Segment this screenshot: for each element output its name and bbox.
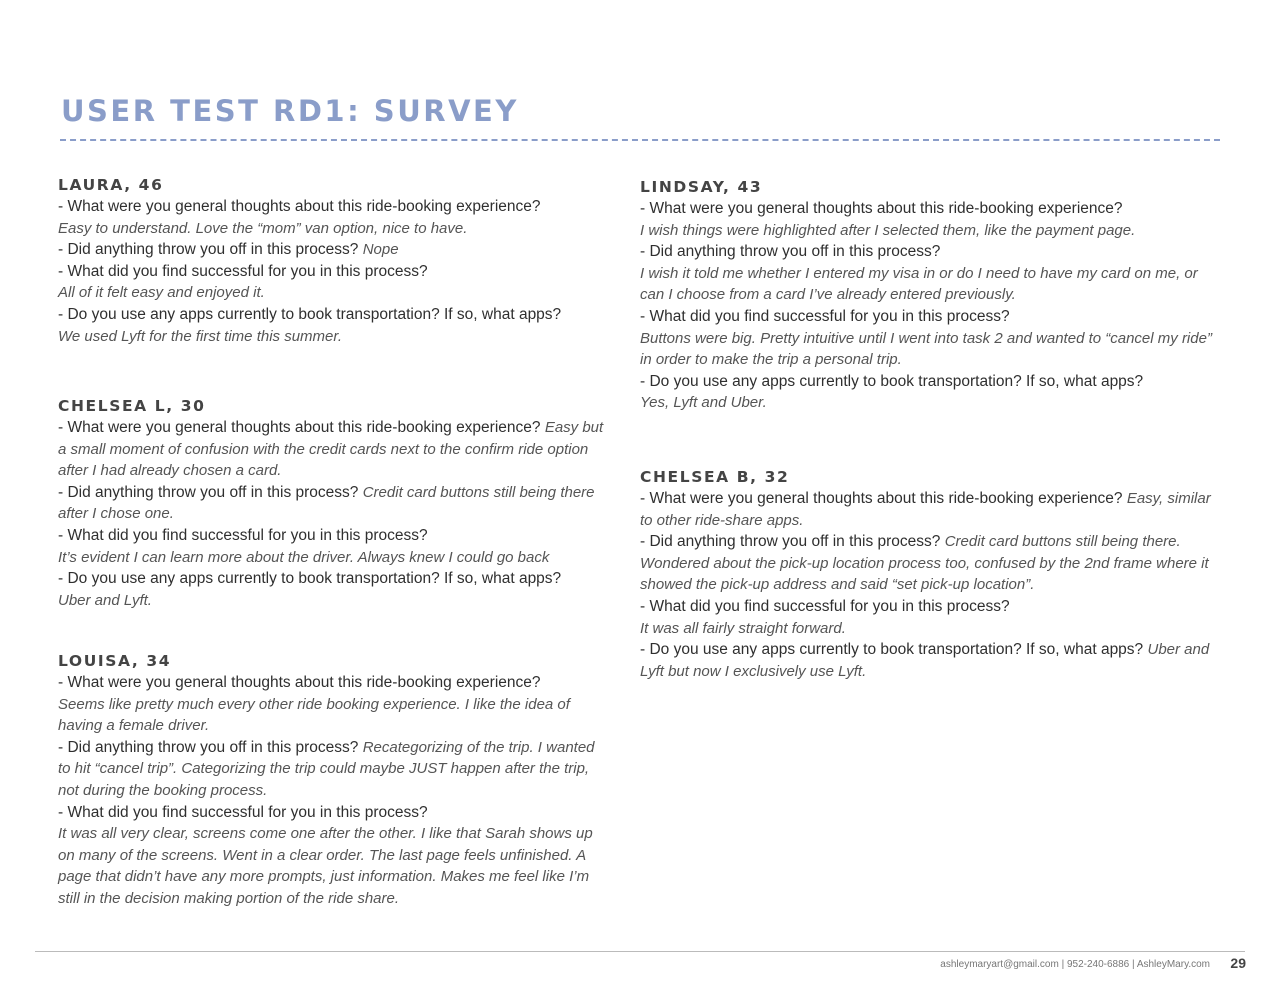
question: - Did anything throw you off in this process?	[58, 483, 359, 501]
question: - What were you general thoughts about this ride-booking experience?	[640, 200, 1123, 217]
question: - What did you find successful for you in this process?	[640, 307, 1010, 325]
page-title: USER TEST RD1: SURVEY	[61, 94, 519, 128]
respondent-name: CHELSEA L, 30	[58, 397, 206, 415]
answer: We used Lyft for the first time this summer.	[58, 327, 342, 345]
answer: Nope	[362, 241, 399, 259]
question: - Did anything throw you off in this process?	[58, 738, 359, 756]
question: - What were you general thoughts about this ride-booking experience?	[58, 198, 541, 215]
question: - What did you find successful for you in this process?	[58, 526, 428, 544]
response-lindsay	[640, 176, 1225, 414]
answer: All of it felt easy and enjoyed it.	[58, 284, 265, 302]
question: - Did anything throw you off in this process?	[640, 533, 941, 551]
answer: It was all fairly straight forward.	[640, 619, 846, 637]
respondent-name: LOUISA, 34	[58, 652, 172, 670]
answer: It’s evident I can learn more about the driver. Always knew I could go back	[58, 548, 550, 566]
question: - What did you find successful for you in this process?	[58, 803, 428, 821]
question: - What did you find successful for you in this process?	[58, 262, 428, 280]
answer: Easy, similar to other ride-share apps.	[640, 490, 1211, 529]
question: - Did anything throw you off in this process?	[640, 243, 941, 261]
answer: Recategorizing of the trip. I wanted to hit “cancel trip”. Categorizing the trip could maybe JUST happen after the trip, not during the booking process.	[58, 738, 595, 799]
response-laura	[58, 174, 606, 347]
page-number: 29	[1230, 955, 1246, 971]
footer-divider	[35, 951, 1245, 952]
respondent-name: LAURA, 46	[58, 176, 164, 194]
response-chelsea-b	[640, 466, 1225, 682]
question: - What were you general thoughts about this ride-booking experience?	[58, 674, 541, 691]
question: - Do you use any apps currently to book transportation? If so, what apps?	[58, 305, 562, 323]
response-chelsea-l	[58, 395, 606, 611]
respondent-name: CHELSEA B, 32	[640, 468, 790, 486]
answer: Credit card buttons still being there after I chose one.	[58, 483, 595, 523]
answer: Buttons were big. Pretty intuitive until I went into task 2 and wanted to “cancel my ride” in order to make the trip a personal trip.	[640, 329, 1212, 369]
answer: I wish it told me whether I entered my visa in or do I need to have my card on me, or can I choose from a card I’ve already entered previously.	[640, 264, 1198, 304]
question: - What did you find successful for you in this process?	[640, 597, 1010, 615]
question: - What were you general thoughts about this ride-booking experience?	[640, 490, 1123, 507]
respondent-name: LINDSAY, 43	[640, 178, 763, 196]
question: - Do you use any apps currently to book transportation? If so, what apps?	[640, 372, 1144, 390]
answer: Yes, Lyft and Uber.	[640, 394, 767, 412]
question: - Did anything throw you off in this process?	[58, 241, 359, 259]
question: - Do you use any apps currently to book transportation? If so, what apps?	[640, 641, 1144, 659]
answer: Uber and Lyft but now I exclusively use Lyft.	[640, 641, 1210, 680]
answer: It was all very clear, screens come one after the other. I like that Sarah shows up on many of the screens. Went in a clear order. The last page feels unfinished. A page that didn’t have any more prompts, just information. Makes me feel like I’m still in the decision making portion of the ride share.	[58, 825, 593, 907]
question: - Do you use any apps currently to book transportation? If so, what apps?	[58, 570, 562, 588]
question: - What were you general thoughts about this ride-booking experience?	[58, 419, 541, 436]
answer: Credit card buttons still being there. Wondered about the pick-up location process too, confused by the 2nd frame where it showed the pick-up address and said “set pick-up location”.	[640, 533, 1209, 594]
answer: Uber and Lyft.	[58, 591, 152, 609]
answer: Seems like pretty much every other ride booking experience. I like the idea of having a female driver.	[58, 695, 570, 735]
title-divider	[60, 139, 1220, 141]
footer-contact: ashleymaryart@gmail.com | 952-240-6886 | AshleyMary.com	[940, 959, 1210, 970]
response-louisa	[58, 650, 606, 910]
answer: Easy but a small moment of confusion with the credit cards next to the confirm ride option after I had already chosen a card.	[58, 419, 604, 480]
answer: I wish things were highlighted after I selected them, like the payment page.	[640, 221, 1136, 239]
answer: Easy to understand. Love the “mom” van option, nice to have.	[58, 219, 468, 237]
